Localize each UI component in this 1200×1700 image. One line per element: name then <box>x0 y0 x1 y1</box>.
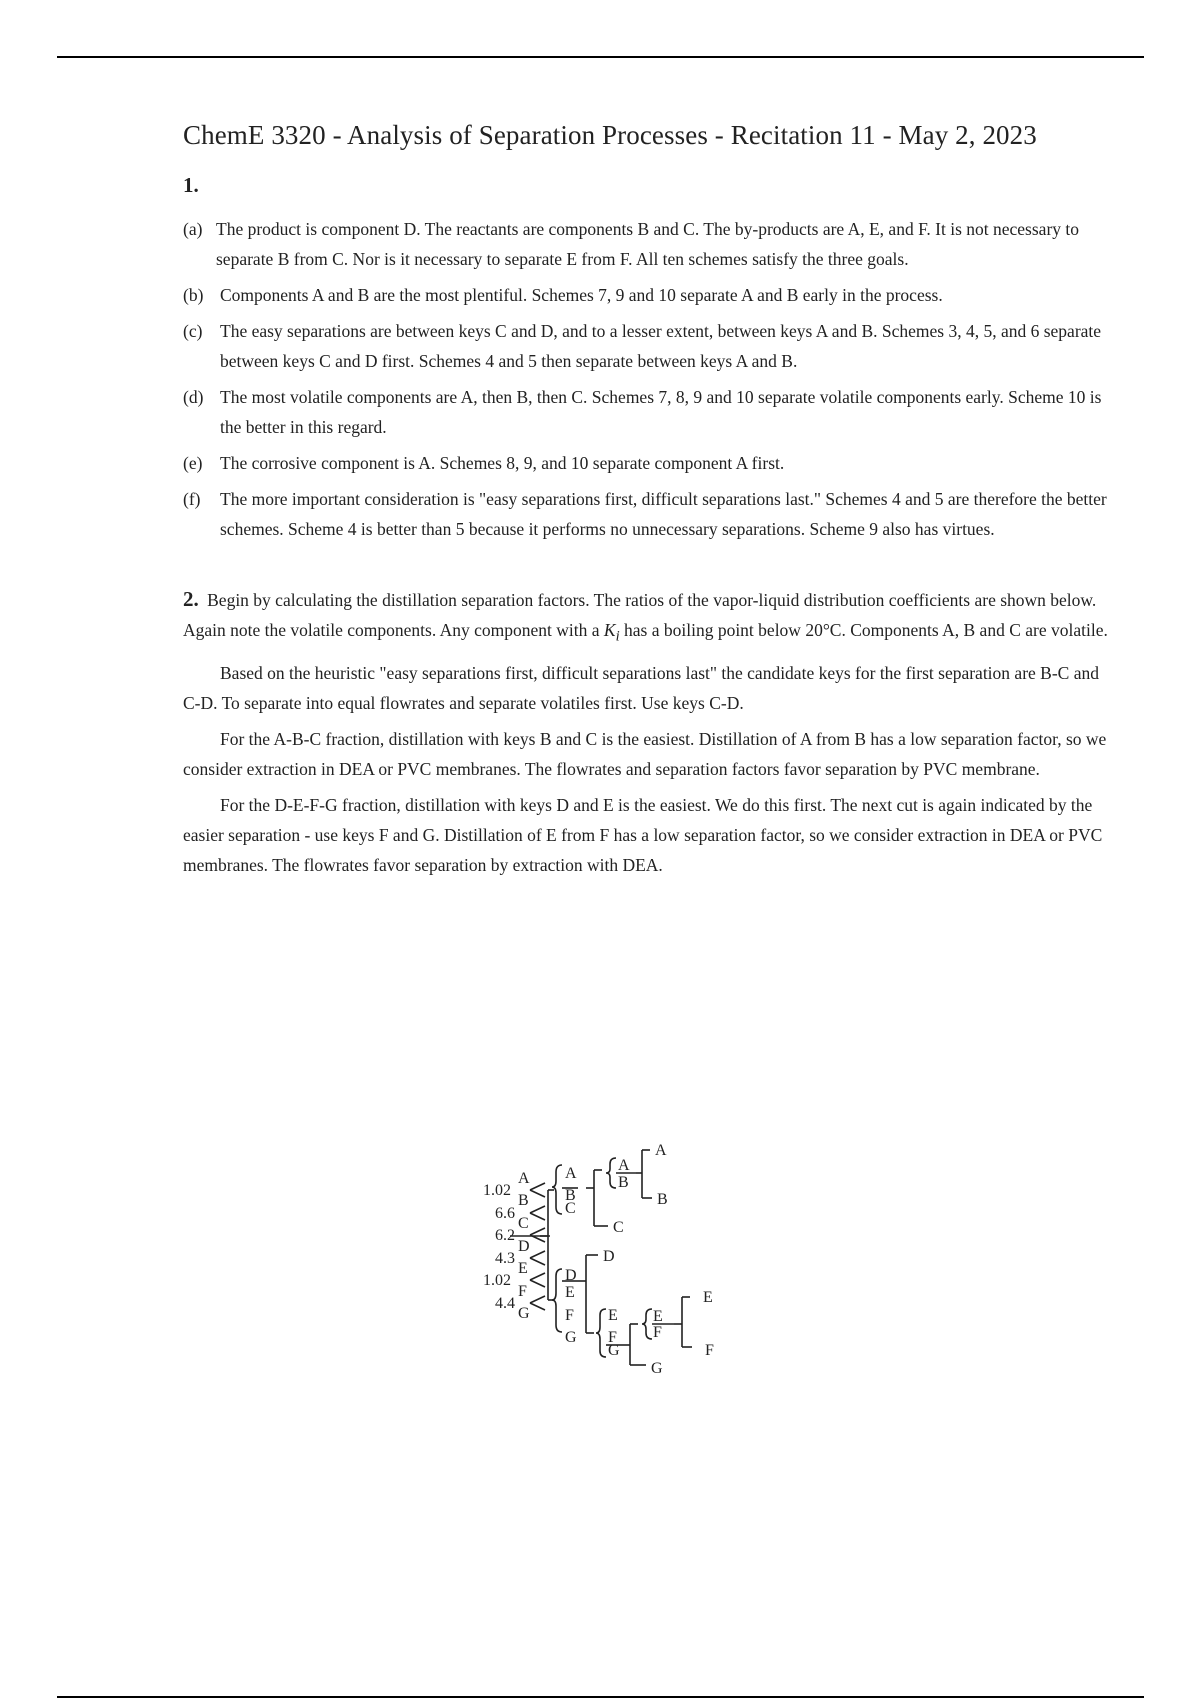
question-2-number: 2. <box>183 587 199 611</box>
feed-component: E <box>518 1260 528 1277</box>
factor-label: 4.4 <box>495 1295 515 1312</box>
q1-item-b <box>183 280 1113 310</box>
item-text: The easy separations are between keys C and D, and to a lesser extent, between keys A and B. Schemes 3, 4, 5, and 6 separate between keys C and D first. Schemes 4 and 5 then separate between keys A and B. <box>220 321 1102 371</box>
feed-component: D <box>518 1238 530 1255</box>
q2-intro-part-b: has a boiling point below 20°C. Components A, B and C are volatile. <box>619 620 1108 640</box>
ab-component: B <box>618 1174 629 1191</box>
q1-item-e <box>183 448 1113 478</box>
abc-component: C <box>565 1200 576 1217</box>
factor-label: 4.3 <box>495 1250 515 1267</box>
efg-component: F <box>608 1329 617 1346</box>
k-subscript: i <box>615 628 620 645</box>
item-text: The most volatile components are A, then B, then C. Schemes 7, 8, 9 and 10 separate volatile components early. Scheme 10 is the better in this regard. <box>220 387 1102 437</box>
chevron-6 <box>530 1296 545 1310</box>
page-title: ChemE 3320 - Analysis of Separation Processes - Recitation 11 - May 2, 2023 <box>183 120 1037 150</box>
abc-component: A <box>565 1165 577 1182</box>
efg-component: E <box>608 1307 618 1324</box>
feed-component: G <box>518 1305 530 1322</box>
item-label: (d) <box>183 387 204 407</box>
question-1-number: 1. <box>183 173 199 197</box>
item-text: Components A and B are the most plentiful. Schemes 7, 9 and 10 separate A and B early in the process. <box>220 285 943 305</box>
defg-component: E <box>565 1284 575 1301</box>
ab-brace <box>606 1158 616 1188</box>
product-label: B <box>657 1191 668 1208</box>
q1-item-a <box>183 214 1113 274</box>
feed-component: A <box>518 1170 530 1187</box>
ef-brace <box>642 1309 652 1339</box>
efg-brace <box>596 1309 606 1357</box>
q2-paragraph: Based on the heuristic "easy separations first, difficult separations last" the candidate keys for the first separation are B-C and C-D. To separate into equal flowrates and separate volatiles first. Use keys C-D. <box>183 662 1099 713</box>
chevron-3 <box>530 1228 545 1242</box>
abc-component: B <box>565 1187 576 1204</box>
defg-brace <box>552 1269 562 1332</box>
k-symbol: K <box>603 620 616 640</box>
chevron-4 <box>530 1251 545 1265</box>
bottom-rule <box>57 1696 1144 1698</box>
diagram-svg <box>483 1125 790 1395</box>
ef-component: E <box>653 1308 663 1325</box>
factor-label: 6.6 <box>495 1205 515 1222</box>
item-label: (c) <box>183 321 203 341</box>
q1-item-c <box>183 316 1113 376</box>
item-label: (b) <box>183 285 204 305</box>
question-2-intro <box>183 584 1113 652</box>
q2-paragraph: For the D-E-F-G fraction, distillation with keys D and E is the easiest. We do this first. The next cut is again indicated by the easier separation - use keys F and G. Distillation of E from F has a low separation factor, so we consider extraction in DEA or PVC membranes. The flowrates favor separation by extraction with DEA. <box>183 794 1103 875</box>
item-text: The more important consideration is "easy separations first, difficult separations last." Schemes 4 and 5 are therefore the better schemes. Scheme 4 is better than 5 because it performs no unnecessary separations. Scheme 9 also has virtues. <box>220 489 1107 539</box>
product-label: F <box>705 1342 714 1359</box>
chevron-1 <box>530 1183 545 1197</box>
item-label: (e) <box>183 453 203 473</box>
q1-item-d <box>183 382 1113 442</box>
q2-paragraph: For the A-B-C fraction, distillation with keys B and C is the easiest. Distillation of A from B has a low separation factor, so we consider extraction in DEA or PVC membranes. The flowrates and separation factors favor separation by PVC membrane. <box>183 728 1107 779</box>
chevron-5 <box>530 1273 545 1287</box>
item-text: The product is component D. The reactants are components B and C. The by-products are A, E, and F. It is not necessary to separate B from C. Nor is it necessary to separate E from F. All ten schemes satisfy the three goals. <box>216 219 1080 269</box>
product-label: D <box>603 1248 615 1265</box>
factor-label: 1.02 <box>483 1182 511 1199</box>
item-label: (a) <box>183 219 203 239</box>
item-label: (f) <box>183 489 201 509</box>
efg-component: G <box>608 1342 620 1359</box>
factor-label: 6.2 <box>495 1227 515 1244</box>
ab-component: A <box>618 1157 630 1174</box>
defg-component: D <box>565 1267 577 1284</box>
q2-intro-part-a: Begin by calculating the distillation separation factors. The ratios of the vapor-liquid distribution coefficients are shown below. Again note the volatile components. Any component with a <box>183 590 1097 640</box>
product-label: A <box>655 1142 667 1159</box>
top-rule <box>57 56 1144 58</box>
feed-component: B <box>518 1192 529 1209</box>
product-label: C <box>613 1219 624 1236</box>
factor-label: 1.02 <box>483 1272 511 1289</box>
item-text: The corrosive component is A. Schemes 8, 9, and 10 separate component A first. <box>220 453 785 473</box>
feed-component: F <box>518 1283 527 1300</box>
feed-component: C <box>518 1215 529 1232</box>
document-body <box>183 120 1113 880</box>
defg-component: F <box>565 1307 574 1324</box>
chevron-2 <box>530 1206 545 1220</box>
separation-sequence-diagram <box>483 1125 790 1395</box>
product-label: G <box>651 1360 663 1377</box>
ef-component: F <box>653 1324 662 1341</box>
defg-component: G <box>565 1329 577 1346</box>
q1-item-f <box>183 484 1113 544</box>
product-label: E <box>703 1289 713 1306</box>
